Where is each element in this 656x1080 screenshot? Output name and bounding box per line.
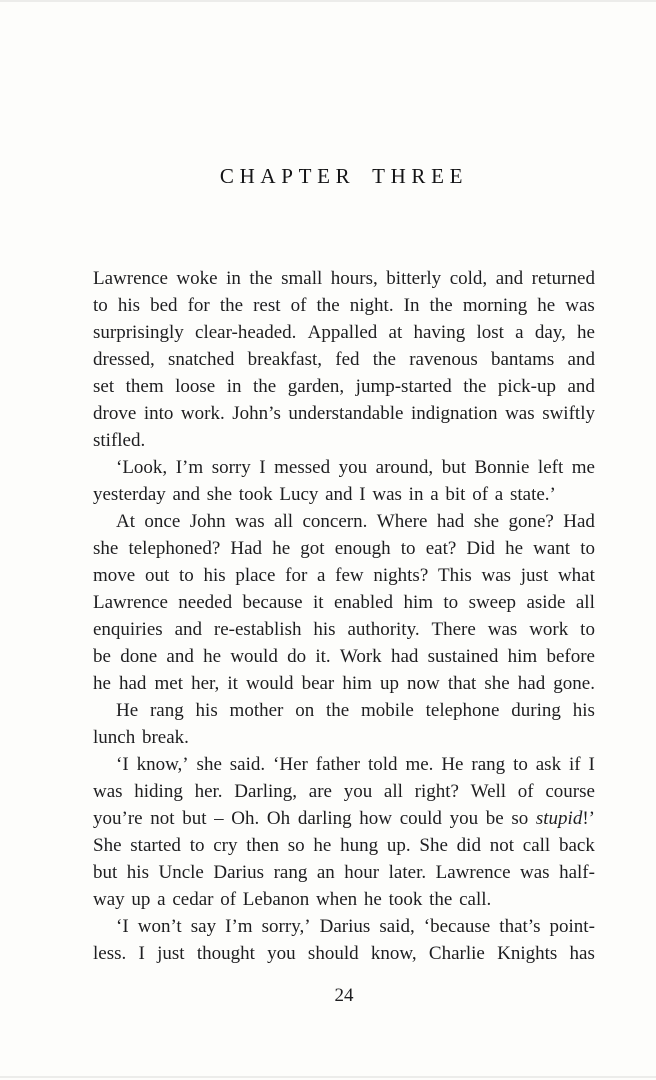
text-line: but his Uncle Darius rang an hour later. Lawrence was half- [93,862,595,883]
body-text [93,265,595,967]
text-line: ‘I won’t say I’m sorry,’ Darius said, ‘because that’s point- [116,916,595,937]
text-line: be done and he would do it. Work had sustained him before [93,646,595,667]
text-line: she telephoned? Had he got enough to eat? Did he want to [93,538,595,559]
text-line: dressed, snatched breakfast, fed the ravenous bantams and [93,349,595,370]
text-line: ‘Look, I’m sorry I messed you around, but Bonnie left me [116,457,595,478]
page-number: 24 [334,985,354,1006]
text-line: you’re not but – Oh. Oh darling how could you be so stupid!’ [93,808,595,829]
chapter-heading: CHAPTER THREE [219,164,469,189]
text-line: stifled. [93,430,146,451]
text-line: enquiries and re-establish his authority. There was work to [93,619,595,640]
text-line: Lawrence woke in the small hours, bitterly cold, and returned [93,268,595,289]
text-line: At once John was all concern. Where had she gone? Had [116,511,595,532]
text-line: less. I just thought you should know, Charlie Knights has [93,943,595,964]
text-line: She started to cry then so he hung up. She did not call back [93,835,595,856]
text-line: Lawrence needed because it enabled him to sweep aside all [93,592,595,613]
page-bottom-edge [0,1076,656,1078]
text-line: move out to his place for a few nights? This was just what [93,565,595,586]
text-line: surprisingly clear-headed. Appalled at having lost a day, he [93,322,595,343]
text-line: ‘I know,’ she said. ‘Her father told me. He rang to ask if I [116,754,595,775]
text-line: yesterday and she took Lucy and I was in a bit of a state.’ [93,484,556,505]
text-line: was hiding her. Darling, are you all right? Well of course [93,781,595,802]
text-line: He rang his mother on the mobile telephone during his [116,700,595,721]
text-line: to his bed for the rest of the night. In the morning he was [93,295,595,316]
text-line: way up a cedar of Lebanon when he took the call. [93,889,492,910]
text-line: lunch break. [93,727,189,748]
text-line: set them loose in the garden, jump-started the pick-up and [93,376,595,397]
text-line: drove into work. John’s understandable indignation was swiftly [93,403,595,424]
text-line: he had met her, it would bear him up now that she had gone. [93,673,595,694]
page-top-edge [0,0,656,2]
